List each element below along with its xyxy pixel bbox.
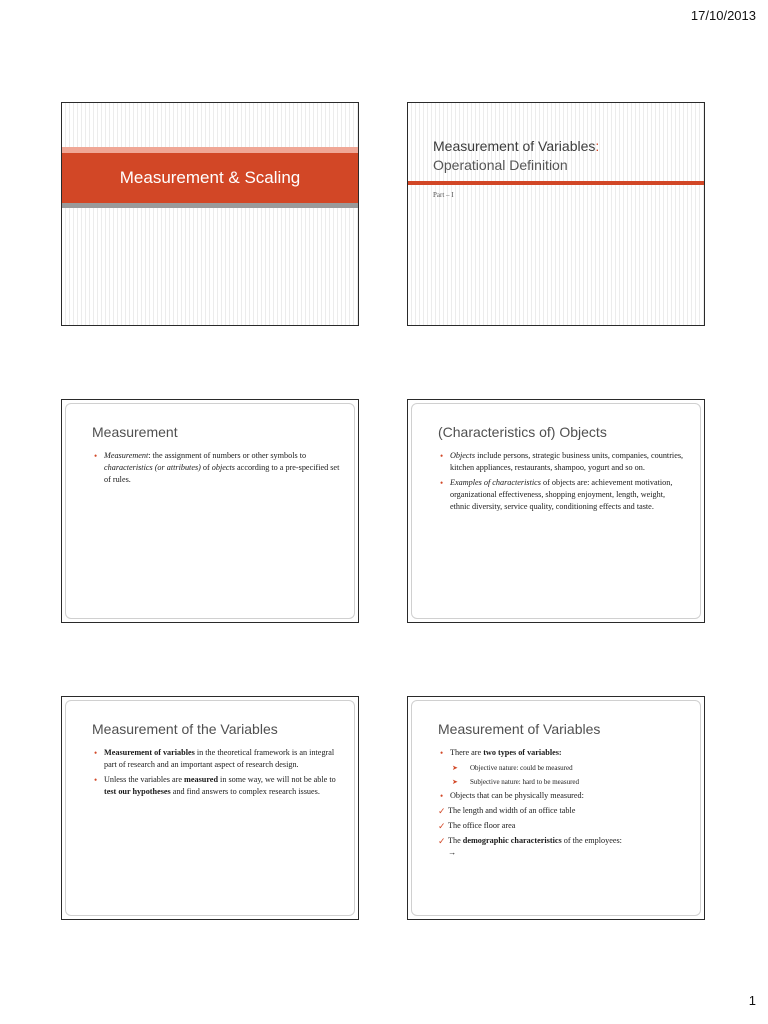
sub-bullet-text: Subjective nature: hard to be measured xyxy=(470,778,580,786)
bullet-text: Unless the variables are xyxy=(104,775,185,784)
bullet-dot-icon: • xyxy=(440,748,444,758)
bullet-item xyxy=(440,450,686,474)
slide-3-heading: Measurement xyxy=(92,424,178,440)
bullet-text: Examples of characteristics xyxy=(450,478,541,487)
check-text: The office floor area xyxy=(448,821,516,830)
bullet-text: according to a pre-specified set of rules. xyxy=(104,463,340,484)
bullet-text: test our hypotheses xyxy=(104,787,171,796)
slide-3-body xyxy=(94,450,340,489)
page-date: 17/10/2013 xyxy=(690,8,756,23)
check-text: of the employees: xyxy=(561,836,622,845)
slide-2-part-label: Part – I xyxy=(433,191,454,199)
check-item xyxy=(440,805,686,817)
bullet-item xyxy=(94,774,340,798)
bullet-text: Objects that can be physically measured: xyxy=(450,791,584,800)
slide-3-measurement xyxy=(61,399,359,623)
arrow-right-icon: ➤ xyxy=(452,778,458,786)
slide-6-body xyxy=(440,747,686,862)
slide-2-section xyxy=(407,102,705,326)
bullet-text: include persons, strategic business units, companies, countries, kitchen appliances, restaurants, shampoo, yogurt and so on. xyxy=(450,451,684,472)
bullet-text: in some way, we will not be able to xyxy=(218,775,336,784)
slide-5-heading: Measurement of the Variables xyxy=(92,721,278,737)
check-text: The xyxy=(448,836,463,845)
bullet-text: Objects xyxy=(450,451,476,460)
sub-bullet-item xyxy=(440,776,686,788)
check-item xyxy=(440,835,686,859)
bullet-item xyxy=(94,747,340,771)
checkmark-icon: ✓ xyxy=(438,836,446,846)
check-item xyxy=(440,820,686,832)
slide-2-title-text: Measurement of Variables xyxy=(433,138,596,154)
bullet-item xyxy=(440,477,686,513)
bullet-dot-icon: • xyxy=(94,748,98,758)
bullet-item xyxy=(94,450,340,486)
slide-2-accent-rule xyxy=(408,181,704,185)
bullet-dot-icon: • xyxy=(440,791,444,801)
slide-1-title-text: Measurement & Scaling xyxy=(119,168,301,187)
bullet-dot-icon: • xyxy=(440,451,444,461)
checkmark-icon: ✓ xyxy=(438,806,446,816)
bullet-text: two types of variables: xyxy=(483,748,562,757)
slide-4-objects xyxy=(407,399,705,623)
bullet-text: in the theoretical framework is an integral part of research and an important aspect of research design. xyxy=(104,748,335,769)
bullet-text: : the assignment of numbers or other symbols to xyxy=(148,451,307,460)
slide-2-title xyxy=(433,137,599,155)
bullet-text: and find answers to complex research issues. xyxy=(170,787,320,796)
bullet-text: Measurement of variables xyxy=(104,748,195,757)
bullet-text: Measurement xyxy=(104,451,149,460)
sub-bullet-item xyxy=(440,762,686,774)
slide-6-heading: Measurement of Variables xyxy=(438,721,601,737)
bullet-text: measured xyxy=(184,775,218,784)
slide-1-title xyxy=(61,102,359,326)
bullet-dot-icon: • xyxy=(94,775,98,785)
slide-6-measurement-of-variables xyxy=(407,696,705,920)
page-number: 1 xyxy=(748,993,756,1008)
bullet-text: objects xyxy=(211,463,235,472)
slide-5-measurement-of-the-variables xyxy=(61,696,359,920)
slide-5-body xyxy=(94,747,340,801)
arrow-right-icon: → xyxy=(448,848,457,857)
slide-1-title-band xyxy=(62,153,358,203)
bullet-item xyxy=(440,790,686,802)
title-band-accent-bottom xyxy=(62,203,358,208)
sub-bullet-text: Objective nature: could be measured xyxy=(470,764,573,772)
check-text: The length and width of an office table xyxy=(448,806,576,815)
slide-4-heading: (Characteristics of) Objects xyxy=(438,424,607,440)
bullet-item xyxy=(440,747,686,759)
bullet-text: characteristics (or attributes) xyxy=(104,463,201,472)
bullet-dot-icon: • xyxy=(440,478,444,488)
slide-2-title-colon: : xyxy=(595,138,600,154)
bullet-dot-icon: • xyxy=(94,451,98,461)
checkmark-icon: ✓ xyxy=(438,821,446,831)
bullet-text: There are xyxy=(450,748,484,757)
check-text: demographic characteristics xyxy=(462,836,562,845)
slide-2-subtitle: Operational Definition xyxy=(433,157,568,173)
bullet-text: of objects are: achievement motivation, organizational effectiveness, shopping enjoyment, length, weight, ethnic diversity, service quality, conditioning effects and taste. xyxy=(450,478,673,511)
bullet-text: of xyxy=(200,463,212,472)
slide-4-body xyxy=(440,450,686,516)
arrow-right-icon: ➤ xyxy=(452,764,458,772)
